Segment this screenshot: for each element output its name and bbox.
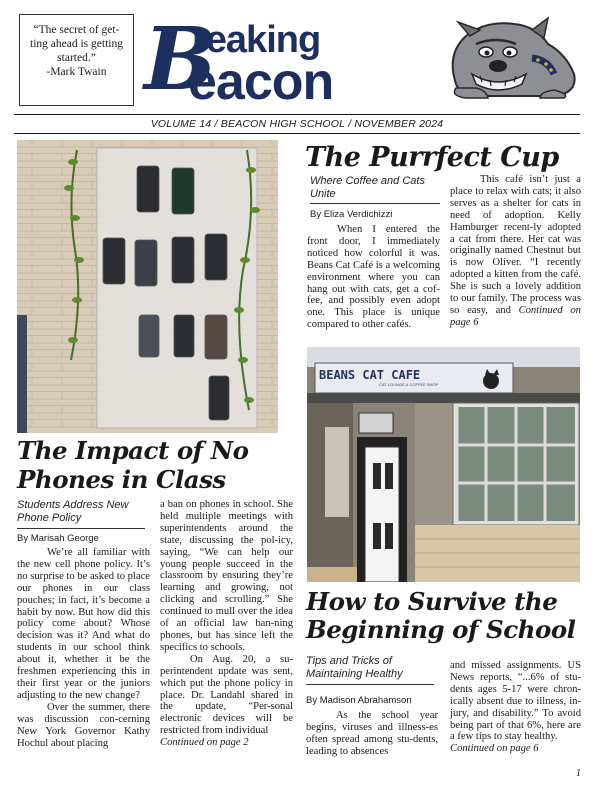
byline-survive-school: By Madison Abrahamson bbox=[306, 695, 412, 706]
continued-link[interactable]: Continued on page 2 bbox=[160, 737, 249, 749]
page-number: 1 bbox=[576, 768, 581, 779]
subhead-survive-school: Tips and Tricks of Maintaining Healthy bbox=[306, 655, 403, 680]
masthead-line-1: reaking bbox=[192, 19, 321, 61]
subhead-rule bbox=[306, 684, 434, 685]
masthead-line-2: eacon bbox=[188, 53, 334, 111]
byline-purrfect-cup: By Eliza Verdichizzi bbox=[310, 209, 393, 220]
article-column: As the school year begins, viruses and illness-es often spread among stu-dents, leading to absences bbox=[306, 710, 438, 757]
article-paragraph: We’re all familiar with the new cell phone policy. It’s no surprise to be asked to place our phones in our class pouches; in fact, it’s become a habit by now. But how did this policy come about? Whose decision was it? And what do students in our school think about it, whether it be the freshmen experiencing this in their first year or the juniors adjusting to the new change? bbox=[17, 547, 150, 701]
cafe-sign bbox=[319, 369, 509, 387]
cafe-sign-text: BEANS CAT CAFE bbox=[319, 368, 421, 382]
subhead-purrfect-cup: Where Coffee and Cats Unite bbox=[310, 175, 425, 200]
article-column bbox=[450, 174, 581, 329]
cafe-sign-subtext: CAT LOUNGE & COFFEE SHOP bbox=[379, 382, 439, 387]
article-column bbox=[450, 660, 581, 755]
bulldog-mascot-icon bbox=[436, 14, 581, 100]
phone-pouch-photo bbox=[17, 140, 278, 433]
subhead-rule bbox=[310, 203, 440, 204]
article-text: This café isn’t just a place to relax with cats; it also serves as a shelter for cats in need of adoption. Kelly Hamburger recent-ly adopted a cat from there. Her cat was originally named Chestnut but is now Oliver. “I recently adopted a kitten from the café. She is such a lovely addition to our family. The process was so easy, and bbox=[450, 174, 581, 316]
header-rule-top bbox=[14, 114, 580, 115]
quote-author: -Mark Twain bbox=[46, 66, 107, 78]
subhead-no-phones: Students Address New Phone Policy bbox=[17, 499, 129, 524]
quote-box bbox=[19, 14, 134, 106]
article-column bbox=[17, 547, 150, 749]
article-column bbox=[160, 499, 293, 749]
byline-no-phones: By Marisah George bbox=[17, 533, 99, 544]
quote-text: “The secret of get-ting ahead is getting started.” bbox=[30, 24, 123, 64]
article-paragraph: a ban on phones in school. She held multiple meetings with superintendents around the state, discussing the pol-icy, saying, “We can help our young people succeed in the classroom by ensuring they’re learning and growing, not clicking and scrolling.” She continued to mull over the idea of an official law ban-ning phones, but has since left the specifics to schools. bbox=[160, 499, 293, 653]
continued-link[interactable]: Continued on page 6 bbox=[450, 304, 581, 328]
volume-line: VOLUME 14 / BEACON HIGH SCHOOL / NOVEMBER 2024 bbox=[150, 118, 444, 130]
headline-survive-school: How to Survive the Beginning of School bbox=[306, 587, 576, 644]
article-column: When I entered the front door, I immediately noticed how colorful it was. Beans Cat Café is a welcoming environment where you can hang out with cats, get a cof-fee, and possibly even adopt one. This place is unique compared to other cafés. bbox=[307, 224, 440, 331]
masthead-initial: B bbox=[144, 9, 217, 110]
article-paragraph: and missed assignments. US News reports, “...6% of stu-dents ages 5-17 were chron-ically absent due to illness, in-jury, and disability.” To avoid being part of that 6%, here are a few tips to stay healthy. bbox=[450, 660, 581, 743]
header-rule-bottom bbox=[14, 133, 580, 134]
article-paragraph: On Aug. 20, a su-perintendent update was sent, which put the phone policy in place. Dr. Landahl shared in the update, “Per-sonal electronic devices will be restricted from individual bbox=[160, 653, 293, 737]
cafe-storefront-photo bbox=[307, 347, 580, 582]
headline-no-phones: The Impact of No Phones in Class bbox=[17, 436, 249, 494]
continued-link[interactable]: Continued on page 6 bbox=[450, 743, 539, 755]
headline-purrfect-cup: The Purrfect Cup bbox=[305, 142, 559, 173]
subhead-rule bbox=[17, 528, 145, 529]
masthead bbox=[140, 9, 430, 111]
article-paragraph: Over the summer, there was discussion con-cerning New York Governor Kathy Hochul about placing bbox=[17, 701, 150, 749]
